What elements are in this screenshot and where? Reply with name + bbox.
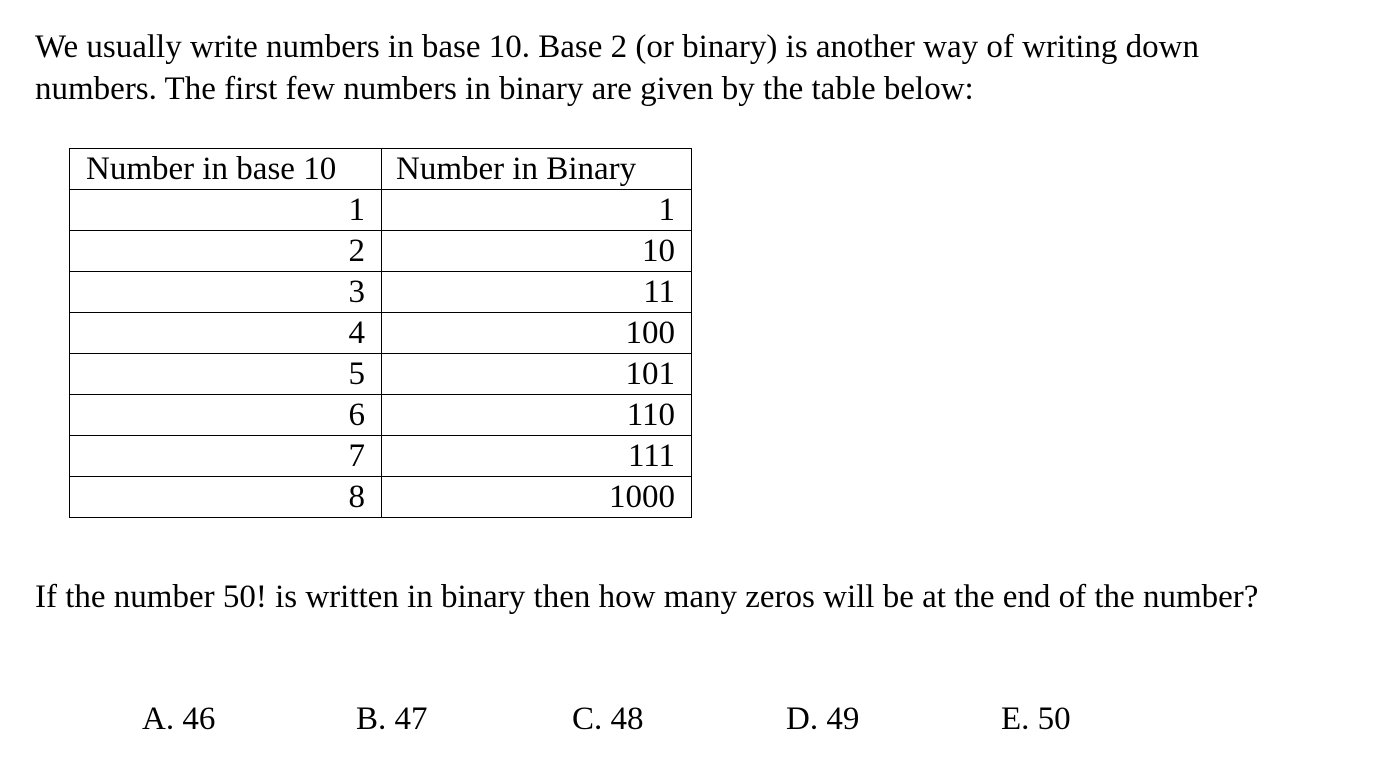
choice-a[interactable]: A. 46 — [142, 701, 216, 737]
table-row — [70, 231, 692, 272]
cell-binary: 1000 — [382, 477, 692, 518]
choice-b[interactable]: B. 47 — [356, 701, 428, 737]
table-header-row — [70, 149, 692, 190]
table-row — [70, 395, 692, 436]
cell-binary: 100 — [382, 313, 692, 354]
answer-choices — [0, 698, 1400, 742]
intro-paragraph — [35, 26, 1375, 110]
binary-table — [69, 148, 692, 518]
choice-e[interactable]: E. 50 — [1001, 701, 1071, 737]
table-row — [70, 354, 692, 395]
table-row — [70, 313, 692, 354]
cell-base10: 5 — [70, 354, 382, 395]
choice-d[interactable]: D. 49 — [786, 701, 860, 737]
cell-binary: 110 — [382, 395, 692, 436]
cell-binary: 101 — [382, 354, 692, 395]
table-row — [70, 436, 692, 477]
cell-binary: 1 — [382, 190, 692, 231]
cell-binary: 10 — [382, 231, 692, 272]
cell-binary: 11 — [382, 272, 692, 313]
intro-line-2: numbers. The first few numbers in binary are given by the table below: — [35, 71, 974, 107]
cell-base10: 2 — [70, 231, 382, 272]
table-row — [70, 190, 692, 231]
table-row — [70, 477, 692, 518]
cell-base10: 6 — [70, 395, 382, 436]
intro-line-1: We usually write numbers in base 10. Base 2 (or binary) is another way of writing down — [35, 29, 1199, 65]
cell-base10: 4 — [70, 313, 382, 354]
cell-base10: 1 — [70, 190, 382, 231]
cell-base10: 8 — [70, 477, 382, 518]
cell-base10: 3 — [70, 272, 382, 313]
question-text: If the number 50! is written in binary then how many zeros will be at the end of the number? — [35, 579, 1259, 615]
header-base10: Number in base 10 — [70, 149, 382, 190]
choice-c[interactable]: C. 48 — [572, 701, 644, 737]
cell-base10: 7 — [70, 436, 382, 477]
table-row — [70, 272, 692, 313]
cell-binary: 111 — [382, 436, 692, 477]
header-binary: Number in Binary — [382, 149, 692, 190]
